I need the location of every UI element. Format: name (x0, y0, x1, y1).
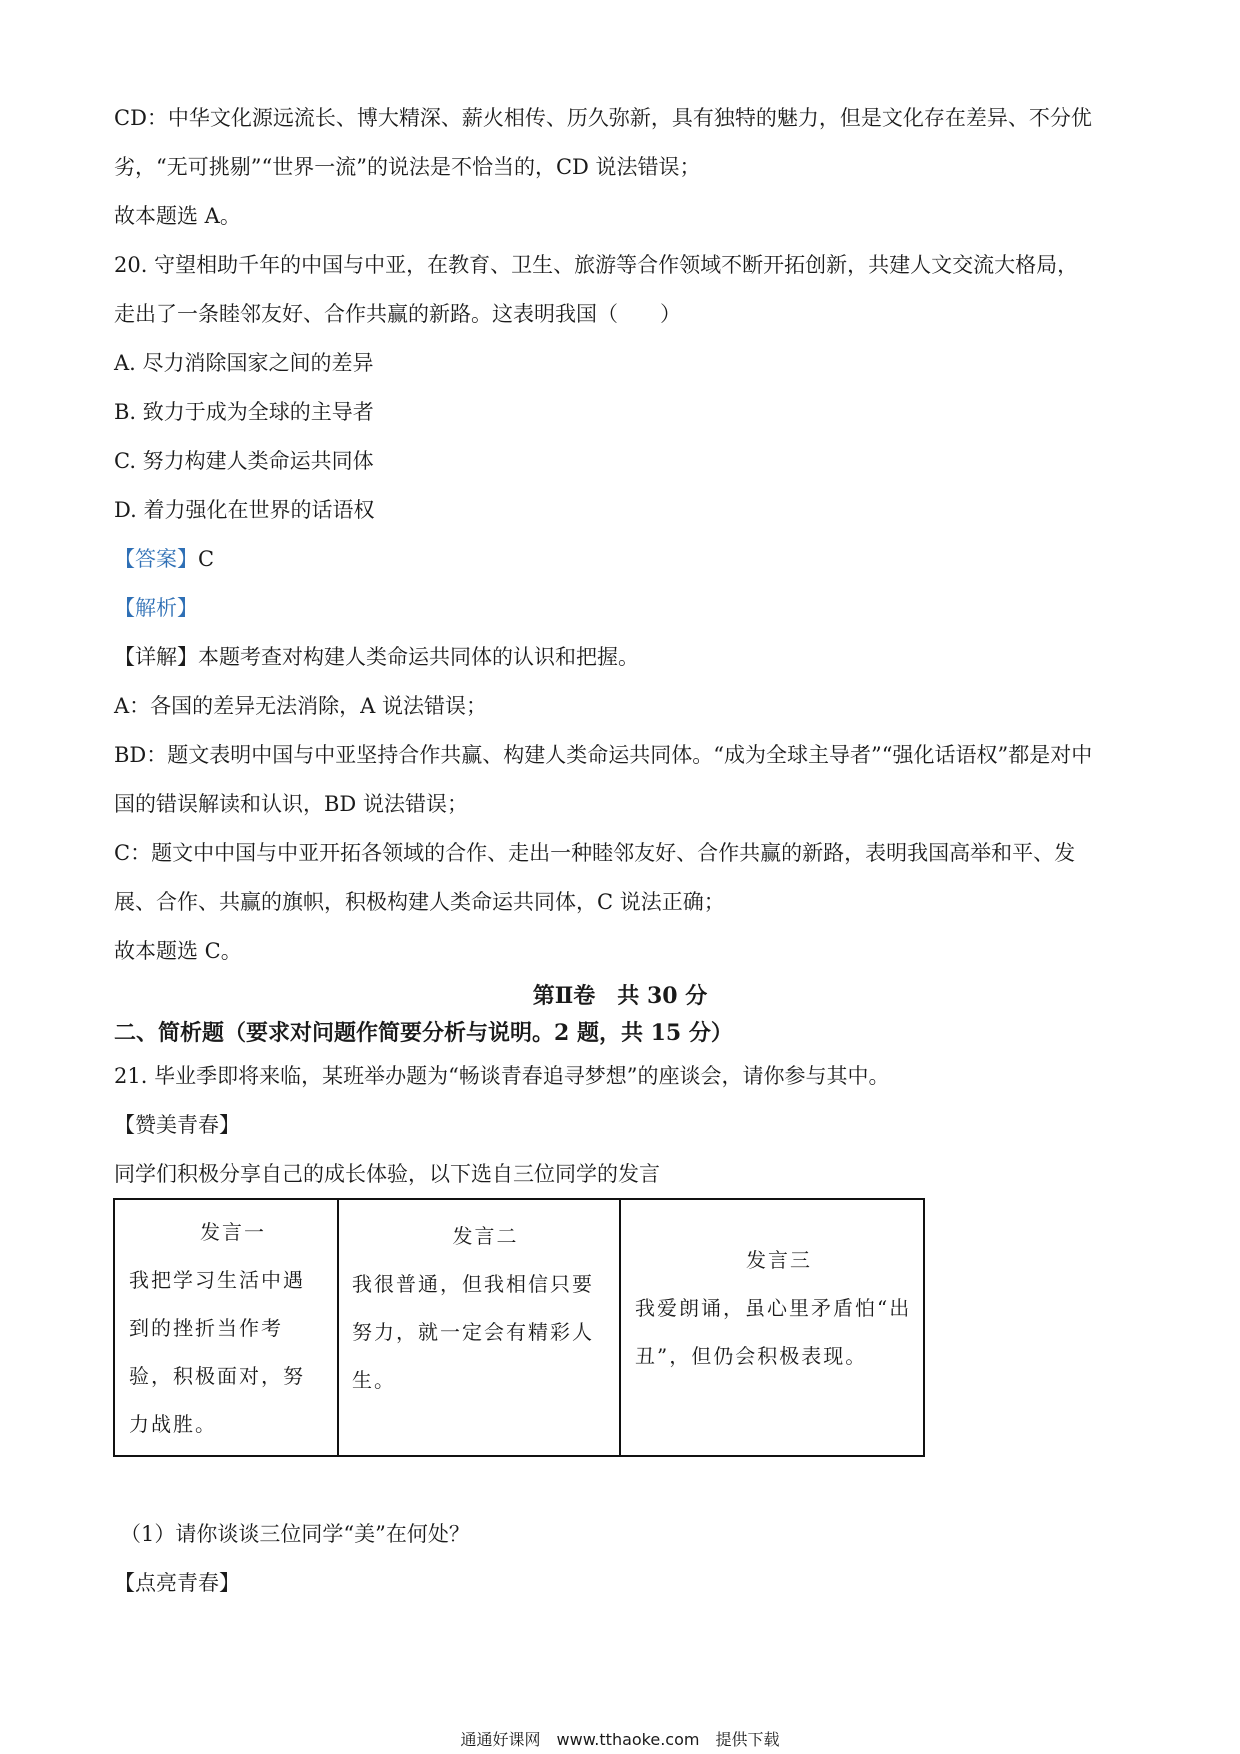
page-footer: 通通好课网 www.tthaoke.com 提供下载 (460, 1730, 780, 1749)
light-youth-tag: 【点亮青春】 (114, 1571, 240, 1595)
explain-a: A：各国的差异无法消除，A 说法错误； (114, 694, 488, 718)
option-a: A. 尽力消除国家之间的差异 (114, 351, 374, 375)
speech-cell-3 (620, 1199, 924, 1456)
question-20-line-1: 20. 守望相助千年的中国与中亚，在教育、卫生、旅游等合作领域不断开拓创新，共建人文交流大格局， (114, 253, 1079, 277)
line-cd-2: 劣，“无可挑剔”“世界一流”的说法是不恰当的，CD 说法错误； (114, 155, 701, 179)
speech-3-title: 发言三 (746, 1247, 812, 1272)
explain-bd-1: BD：题文表明中国与中亚坚持合作共赢、构建人类命运共同体。“成为全球主导者”“强化话语权”都是对中 (114, 743, 1093, 767)
speech-cell-2 (338, 1199, 620, 1456)
option-d: D. 着力强化在世界的话语权 (114, 498, 375, 522)
question-21: 21. 毕业季即将来临，某班举办题为“畅谈青春追寻梦想”的座谈会，请你参与其中。 (114, 1064, 890, 1088)
speech-3-line: 我爱朗诵，虽心里矛盾怕“出 (635, 1295, 912, 1320)
question-21-part-1: （1）请你谈谈三位同学“美”在何处？ (120, 1522, 470, 1546)
explain-c-2: 展、合作、共赢的旗帜，积极构建人类命运共同体，C 说法正确； (114, 890, 725, 914)
speech-cell-1 (114, 1199, 338, 1456)
option-c: C. 努力构建人类命运共同体 (114, 449, 374, 473)
speech-1-title: 发言一 (200, 1219, 266, 1244)
section-2-heading: 二、简析题（要求对问题作简要分析与说明。2 题，共 15 分） (114, 1020, 733, 1046)
explain-c-3: 故本题选 C。 (114, 939, 242, 963)
detail-line: 【详解】本题考查对构建人类命运共同体的认识和把握。 (114, 645, 639, 669)
speech-3-line: 丑”，但仍会积极表现。 (635, 1343, 868, 1368)
speech-1-line: 力战胜。 (129, 1411, 217, 1436)
answer-value: C (198, 547, 215, 571)
explain-c-1: C：题文中中国与中亚开拓各领域的合作、走出一种睦邻友好、合作共赢的新路，表明我国高举和平、发 (114, 841, 1076, 865)
speech-table (113, 1198, 925, 1457)
explain-bd-2: 国的错误解读和认识，BD 说法错误； (114, 792, 468, 816)
speech-1-line: 到的挫折当作考 (129, 1315, 283, 1340)
speech-1-line: 我把学习生活中遇 (129, 1267, 305, 1292)
line-cd-1: CD：中华文化源远流长、博大精深、薪火相传、历久弥新，具有独特的魅力，但是文化存在差异、不分优 (114, 106, 1092, 130)
answer-tag: 【答案】 (114, 547, 198, 571)
speech-2-line: 努力，就一定会有精彩人 (352, 1319, 594, 1344)
speech-2-line: 生。 (352, 1367, 396, 1392)
line-conclusion-a: 故本题选 A。 (114, 204, 241, 228)
volume-2-heading: 第Ⅱ卷 共 30 分 (532, 983, 708, 1009)
speech-1-line: 验，积极面对，努 (129, 1363, 305, 1388)
question-20-line-2: 走出了一条睦邻友好、合作共赢的新路。这表明我国（ ） (114, 302, 681, 326)
speech-2-title: 发言二 (452, 1223, 519, 1248)
speech-2-line: 我很普通，但我相信只要 (352, 1271, 594, 1296)
analysis-tag: 【解析】 (114, 596, 198, 620)
speech-intro: 同学们积极分享自己的成长体验，以下选自三位同学的发言 (114, 1162, 660, 1186)
praise-youth-tag: 【赞美青春】 (114, 1113, 240, 1137)
option-b: B. 致力于成为全球的主导者 (114, 400, 374, 424)
answer-line (114, 544, 214, 574)
